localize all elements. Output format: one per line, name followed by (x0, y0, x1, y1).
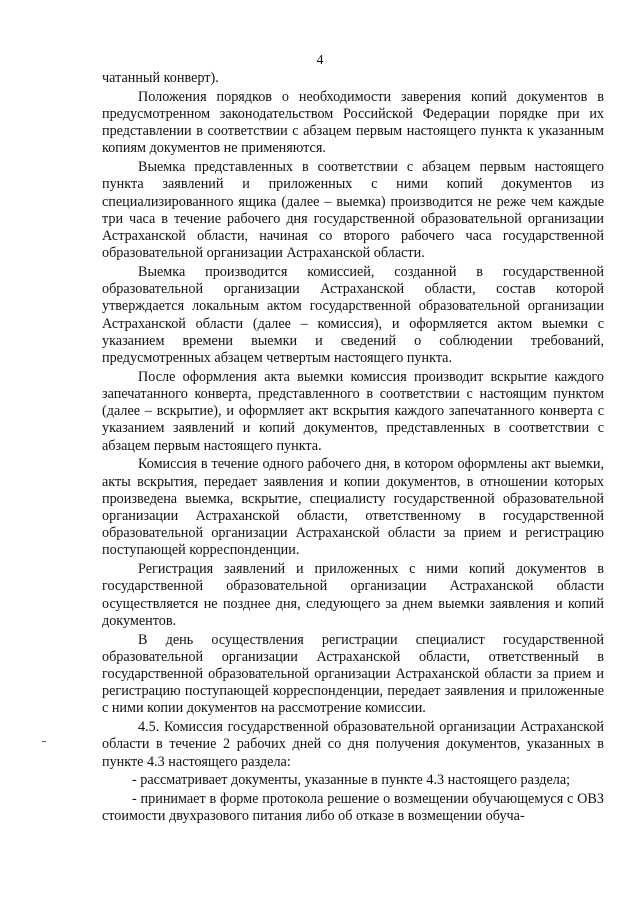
list-item-protocol-decision: - принимает в форме протокола решение о возмещении обучающемуся с ОВЗ стоимости двухразового питания либо об отказе в возмещении обуча- (102, 791, 604, 825)
margin-mark (42, 741, 46, 742)
paragraph-extraction-schedule: Выемка представленных в соответствии с абзацем первым настоящего пункта заявлений и приложенных с ними копий документов из специализированного ящика (далее – выемка) производится не реже чем каждые три часа в течение рабочего дня государственной образовательной организации Астраханской области, начиная со второго рабочего часа государственной образовательной организации Астраханской области. (102, 159, 604, 262)
paragraph-registration-day: В день осуществления регистрации специалист государственной образовательной организации Астраханской области, ответственный в государственной образовательной организации Астраханской области за прием и регистрацию поступающей корреспонденции, передает заявления и приложенные с ними копии документов на рассмотрение комиссии. (102, 631, 604, 717)
paragraph-transfer-documents: Комиссия в течение одного рабочего дня, в котором оформлены акт выемки, акты вскрытия, передает заявления и копии документов, в отношении которых произведена выемка, вскрытие, специалисту государственной образовательной организации Астраханской области, ответственному в государственной образовательной организации Астраханской области за прием и регистрацию поступающей корреспонденции. (102, 456, 604, 559)
paragraph-section-4-5: 4.5. Комиссия государственной образовательной организации Астраханской области в течение 2 рабочих дней со дня получения документов, указанных в пункте 4.3 настоящего раздела: (102, 719, 604, 770)
paragraph-continuation: чатанный конверт). (102, 70, 219, 86)
paragraph-opening-envelopes: После оформления акта выемки комиссия производит вскрытие каждого запечатанного конверта, представленного в соответствии с настоящим пунктом (далее – вскрытие), и оформляет акт вскрытия каждого запечатанного конверта с указанием заявлений и копий документов, представленных в соответствии с абзацем первым настоящего пункта. (102, 368, 604, 454)
paragraph-registration: Регистрация заявлений и приложенных с ними копий документов в государственной образовательной организации Астраханской области осуществляется не позднее дня, следующего за днем выемки заявления и копий документов. (102, 561, 604, 629)
list-item-review-documents: - рассматривает документы, указанные в пункте 4.3 настоящего раздела; (132, 772, 571, 789)
document-body (102, 70, 604, 827)
paragraph-copies-certification: Положения порядков о необходимости заверения копий документов в предусмотренном законодательством Российской Федерации порядке при их представлении в соответствии с абзацем первым настоящего пункта к указанным копиям документов не применяются. (102, 88, 604, 157)
page-number: 4 (316, 53, 324, 68)
paragraph-commission: Выемка производится комиссией, созданной в государственной образовательной организации Астраханской области, состав которой утверждается локальным актом государственной образовательной организации Астраханской области (далее – комиссия), и оформляется актом выемки с указанием времени выемки и сведений о соблюдении требований, предусмотренных абзацем четвертым настоящего пункта. (102, 264, 604, 367)
